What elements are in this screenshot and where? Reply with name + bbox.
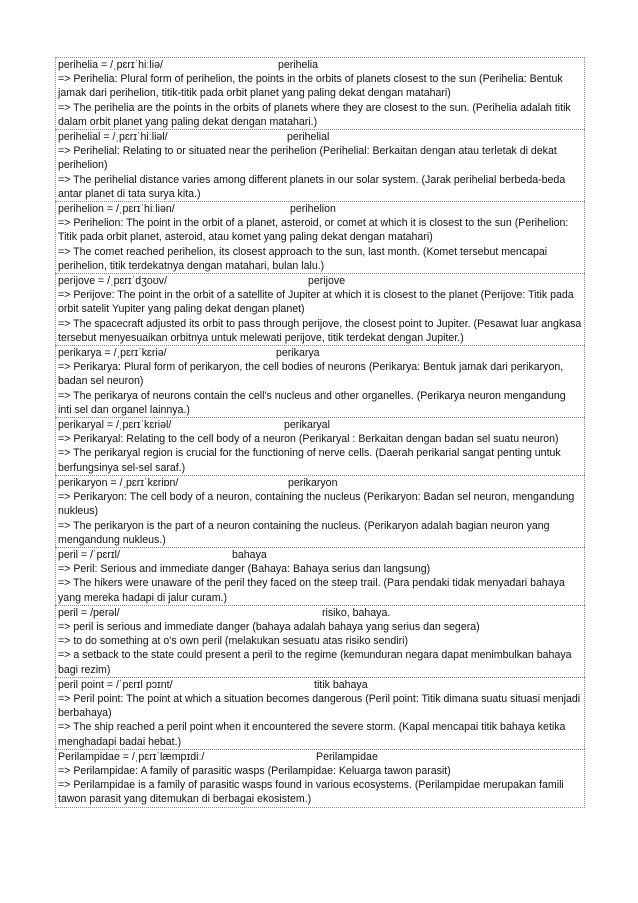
definition-line: => Perikaryon: The cell body of a neuron, containing the nucleus (Perikaryon: Badan sel neuron, mengandung nukleus) <box>58 491 575 518</box>
entry-headline <box>58 346 582 360</box>
entry-headline <box>58 548 582 562</box>
definition-line: => Peril point: The point at which a situation becomes dangerous (Peril point: Titik dimana suatu situasi menjadi berbahaya) <box>58 692 581 720</box>
entry-headline <box>58 58 582 72</box>
entry-headline <box>58 202 582 216</box>
example-line: => The perihelial distance varies among different planets in our solar system. (Jarak perihelial berbeda-beda antar planet di tata surya kita.) <box>58 173 566 200</box>
definition-line: => Perihelial: Relating to or situated near the perihelion (Perihelial: Berkaitan dengan atau terletak di dekat perihelion) <box>58 145 557 172</box>
definition-line: => Perikarya: Plural form of perikaryon, the cell bodies of neurons (Perikarya: Bentuk jamak dari perikaryon, badan sel neuron) <box>58 361 564 388</box>
definition-line: => Perilampidae: A family of parasitic wasps (Perilampidae: Keluarga tawon parasit) <box>58 764 451 777</box>
entry-term: Perilampidae = /ˌpɛrɪˈlæmpɪdiː/ <box>58 750 205 763</box>
definition-line: => Perikaryal: Relating to the cell body of a neuron (Perikaryal : Berkaitan dengan badan sel suatu neuron) <box>58 433 559 446</box>
entry-headline <box>58 418 582 432</box>
entry-translation: perikaryal <box>284 419 330 432</box>
entry-translation: perihelia <box>278 59 319 71</box>
definition-line: => Perihelion: The point in the orbit of a planet, asteroid, or comet at which it is closest to the sun (Perihelion: Titik pada orbit planet, asteroid, atau komet yang paling dekat dengan matahari) <box>58 217 569 244</box>
example-line: => The spacecraft adjusted its orbit to pass through perijove, the closest point to Jupiter. (Pesawat luar angkasa tersebut menyesuaikan orbitnya untuk melewati perijove, titik terdekat dengan Jupiter.) <box>58 317 582 344</box>
entry-translation: perijove <box>308 275 346 288</box>
entry-term: perihelia = /ˌpɛrɪˈhiːliə/ <box>58 59 163 71</box>
entry-translation: bahaya <box>232 548 267 561</box>
entry-translation: perihelial <box>287 131 330 144</box>
example-line: => The perikarya of neurons contain the cell's nucleus and other organelles. (Perikarya neuron mengandung inti sel dan organel lainnya.) <box>58 389 566 416</box>
entry-headline <box>58 678 582 692</box>
entry-headline <box>58 130 582 144</box>
entry-translation: perihelion <box>290 203 336 216</box>
entry-translation: perikarya <box>276 347 320 360</box>
entry-translation: Perilampidae <box>316 750 378 763</box>
entry-perihelia <box>55 57 585 129</box>
entry-term: perihelion = /ˌpɛrɪˈhiːliən/ <box>58 203 175 216</box>
entry-translation: risiko, bahaya. <box>322 606 391 619</box>
definition-line: => peril is serious and immediate danger (bahaya adalah bahaya yang serius dan segera) <box>58 620 480 633</box>
example-line: => Perilampidae is a family of parasitic wasps found in various ecosystems. (Perilampidae merupakan famili tawon parasit yang ditemukan di berbagai ekosistem.) <box>58 779 564 806</box>
entry-term: perikaryal = /ˌpɛrɪˈkɛriəl/ <box>58 419 172 432</box>
dictionary-page <box>55 57 585 808</box>
entry-perilampidae <box>55 749 585 808</box>
entry-term: peril = /ˈpɛrɪl/ <box>58 548 120 561</box>
entry-term: perihelial = /ˌpɛrɪˈhiːliəl/ <box>58 131 168 144</box>
definition-line: => Perihelia: Plural form of perihelion, the points in the orbits of planets closest to the sun (Perihelia: Bentuk jamak dari perihelion, titik-titik pada orbit planet yang paling dekat dengan matahari) <box>58 73 563 100</box>
entry-peril <box>55 547 585 605</box>
entry-term: perikarya = /ˌpɛrɪˈkɛriə/ <box>58 347 167 360</box>
entry-headline <box>58 606 582 620</box>
definition-line: => Perijove: The point in the orbit of a satellite of Jupiter at which it is closest to the planet (Perijove: Titik pada orbit satelit Yupiter yang paling dekat dengan planet) <box>58 289 574 316</box>
entry-perihelion <box>55 201 585 273</box>
entry-term: perijove = /ˌpɛrɪˈdʒoʊv/ <box>58 275 168 288</box>
entry-perikaryon <box>55 475 585 547</box>
definition-line: => Peril: Serious and immediate danger (Bahaya: Bahaya serius dan langsung) <box>58 563 431 576</box>
example-line: => The ship reached a peril point when it encountered the severe storm. (Kapal mencapai titik bahaya ketika menghadapi badai hebat.) <box>58 721 566 748</box>
example-line: => a setback to the state could present a peril to the regime (kemunduran negara dapat menimbulkan bahaya bagi rezim) <box>58 649 572 676</box>
example-line: => The perihelia are the points in the orbits of planets where they are closest to the sun. (Perihelia adalah titik dalam orbit planet yang paling dekat dengan matahari.) <box>58 101 571 128</box>
entry-term: peril point = /ˈpɛrɪl pɔɪnt/ <box>58 678 173 691</box>
entry-perijove <box>55 273 585 345</box>
entry-term: perikaryon = /ˌpɛrɪˈkɛriɒn/ <box>58 476 179 489</box>
entry-translation: perikaryon <box>288 476 338 489</box>
entry-translation: titik bahaya <box>314 678 368 691</box>
example-line: => The perikaryon is the part of a neuron containing the nucleus. (Perikaryon adalah bagian neuron yang mengandung nukleus.) <box>58 519 550 546</box>
example-line: => The hikers were unaware of the peril they faced on the steep trail. (Para pendaki tidak menyadari bahaya yang mereka hadapi di jalur curam.) <box>58 577 565 604</box>
entry-perihelial <box>55 129 585 201</box>
example-line: => The perikaryal region is crucial for the functioning of nerve cells. (Daerah perikarial sangat penting untuk berfungsinya sel-sel saraf.) <box>58 447 561 474</box>
entry-peril-alt <box>55 605 585 677</box>
entry-headline <box>58 476 582 490</box>
entry-headline <box>58 750 582 764</box>
example-line: => to do something at o's own peril (melakukan sesuatu atas risiko sendiri) <box>58 635 409 648</box>
entry-term: peril = /perəl/ <box>58 606 120 619</box>
entry-perikarya <box>55 345 585 417</box>
entry-peril-point <box>55 677 585 749</box>
example-line: => The comet reached perihelion, its closest approach to the sun, last month. (Komet tersebut mencapai perihelion, titik terdekatnya dengan matahari, bulan lalu.) <box>58 245 548 272</box>
entry-perikaryal <box>55 417 585 475</box>
entry-headline <box>58 274 582 288</box>
